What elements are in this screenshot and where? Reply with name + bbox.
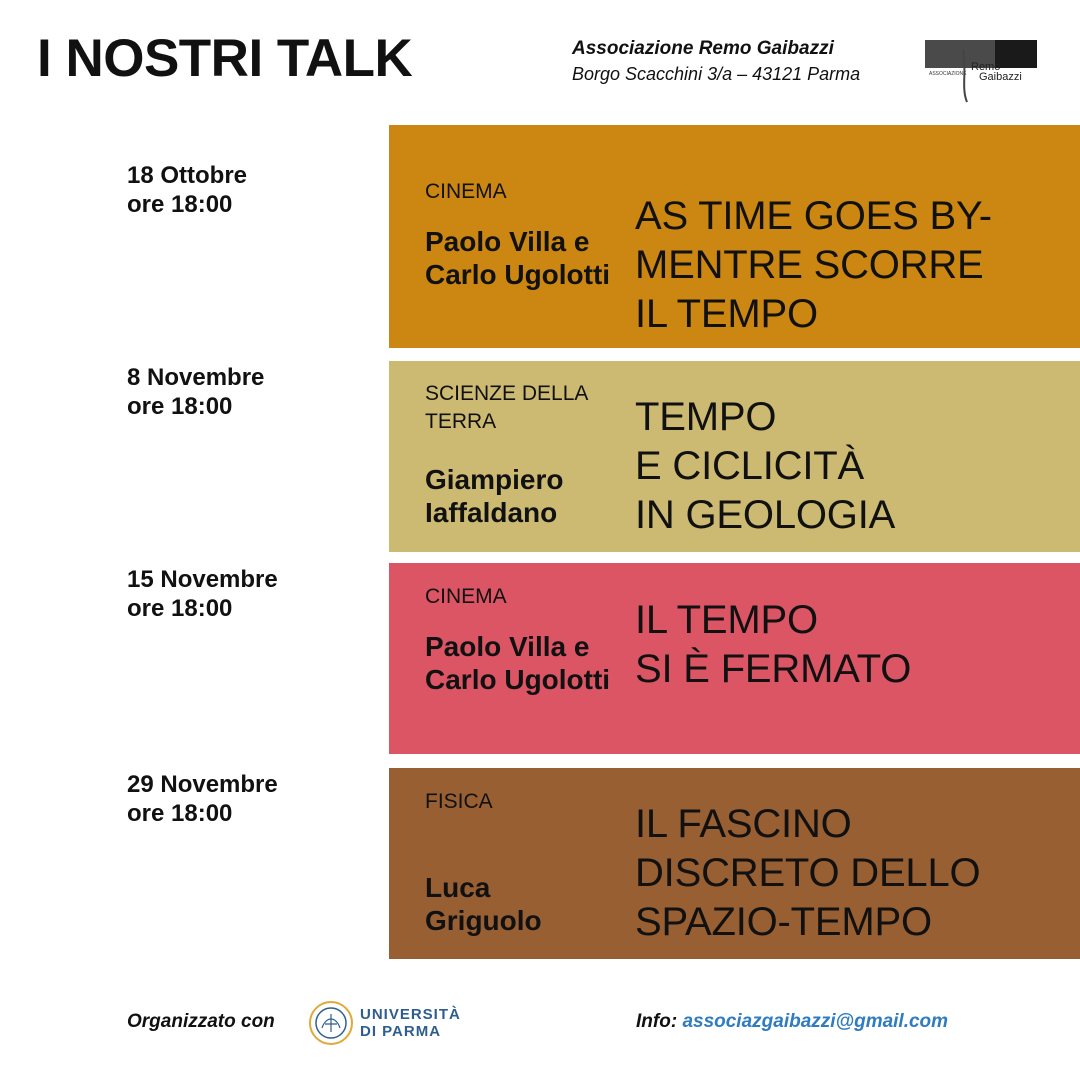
association-logo [925, 40, 1037, 104]
logo-text-gaibazzi: Gaibazzi [979, 71, 1022, 83]
talk-title: IL FASCINO DISCRETO DELLO SPAZIO-TEMPO [635, 802, 981, 944]
seal-emblem [322, 1014, 340, 1032]
page-title: I NOSTRI TALK [37, 29, 413, 88]
talk-date [127, 161, 247, 219]
university-name-line2: DI PARMA [360, 1023, 442, 1040]
talk-card [389, 361, 1080, 552]
talk-card [389, 768, 1080, 959]
talk-category: FISICA [425, 790, 493, 813]
association-address: Borgo Scacchini 3/a – 43121 Parma [572, 64, 861, 84]
talk-speaker: Luca Griguolo [425, 872, 542, 936]
talk-date-time: ore 18:00 [127, 393, 233, 420]
info-contact [636, 1011, 948, 1033]
talk-speaker: Paolo Villa e Carlo Ugolotti [425, 631, 611, 695]
talk-category: CINEMA [425, 585, 507, 608]
talk-speaker: Paolo Villa e Carlo Ugolotti [425, 226, 611, 290]
talk-title: IL TEMPO SI È FERMATO [635, 598, 912, 691]
talk-date [127, 363, 264, 421]
university-logo [308, 1000, 461, 1046]
talk-date-day: 29 Novembre [127, 771, 278, 798]
university-name-line1: UNIVERSITÀ [360, 1006, 461, 1023]
association-name: Associazione Remo Gaibazzi [572, 38, 834, 59]
info-label: Info: [636, 1011, 678, 1032]
university-name [360, 1006, 461, 1040]
talk-category: CINEMA [425, 180, 507, 203]
talk-date-day: 18 Ottobre [127, 162, 248, 189]
association-info [572, 37, 860, 87]
talk-title: TEMPO E CICLICITÀ IN GEOLOGIA [635, 395, 896, 537]
talk-date [127, 565, 278, 623]
talk-title: AS TIME GOES BY- MENTRE SCORRE IL TEMPO [635, 194, 992, 336]
university-seal-icon [308, 1000, 354, 1046]
talk-date [127, 770, 278, 828]
talk-date-day: 8 Novembre [127, 364, 265, 391]
talk-date-time: ore 18:00 [127, 800, 233, 827]
talk-date-time: ore 18:00 [127, 595, 233, 622]
info-email-link[interactable]: associazgaibazzi@gmail.com [682, 1011, 949, 1032]
organized-with-label: Organizzato con [127, 1011, 275, 1032]
talk-card [389, 563, 1080, 754]
talk-date-day: 15 Novembre [127, 566, 278, 593]
talk-category: SCIENZE DELLA TERRA [425, 382, 588, 433]
logo-small-text: ASSOCIAZIONE [929, 71, 967, 77]
talk-speaker: Giampiero Iaffaldano [425, 464, 564, 528]
talk-card [389, 125, 1080, 348]
logo-text-remo: Remo [971, 61, 1001, 73]
talk-date-time: ore 18:00 [127, 191, 233, 218]
